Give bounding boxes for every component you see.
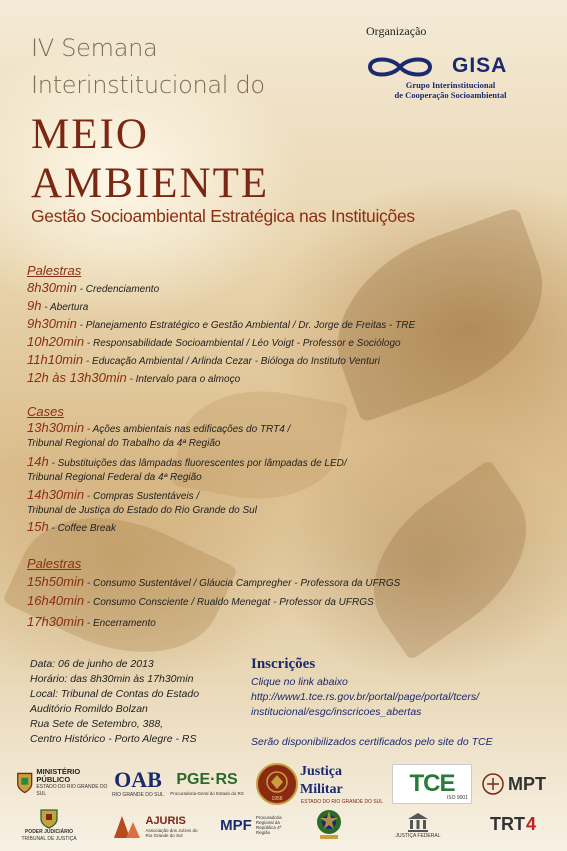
logo-mpf <box>212 810 304 840</box>
section-title-palestras: Palestras <box>27 263 82 278</box>
event-info <box>30 657 199 747</box>
schedule-time: 15h <box>27 519 49 534</box>
schedule-item <box>27 455 347 485</box>
registration-link-2[interactable]: institucional/esgc/inscricoes_abertas <box>251 706 422 718</box>
schedule-time: 17h30min <box>27 614 85 629</box>
republic-seal-icon <box>314 807 344 841</box>
spacer <box>251 720 493 735</box>
event-place: Local: Tribunal de Contas do Estado <box>30 688 200 700</box>
schedule-text: - Compras Sustentáveis / <box>84 491 200 502</box>
schedule-text-2: Tribunal de Justiça do Estado do Rio Grande do Sul <box>27 505 257 516</box>
event-date: Data: 06 de junho de 2013 <box>30 658 154 670</box>
schedule-time: 12h às 13h30min <box>27 370 127 385</box>
schedule-time: 10h20min <box>27 334 85 349</box>
logo-oab <box>110 764 166 802</box>
schedule-text-2: Tribunal Regional do Trabalho da 4ª Região <box>27 438 221 449</box>
coat-of-arms-icon <box>16 770 33 796</box>
title-line-1: IV Semana <box>31 34 158 62</box>
schedule-item <box>27 574 400 589</box>
tj-label: PODER JUDICIÁRIO <box>24 829 74 835</box>
registration-line: Clique no link abaixo <box>251 676 348 688</box>
trt-number: 4 <box>525 813 536 834</box>
mpf-sub: Procuradoria Regional da República 4ª Região <box>255 815 282 835</box>
title-line-2: Interinstitucional do <box>31 71 265 99</box>
mpf-label: MPF <box>220 816 252 834</box>
registration-title: Inscrições <box>251 656 316 672</box>
registration-link[interactable]: http://www1.tce.rs.gov.br/portal/page/portal/tcers/ <box>251 691 479 703</box>
schedule-item <box>27 614 156 629</box>
pge-sub: Procuradoria-Geral do Estado do RS <box>170 790 244 796</box>
logo-tj <box>14 806 84 846</box>
schedule-time: 14h <box>27 454 49 469</box>
title-ambiente: AMBIENTE <box>31 160 270 207</box>
logo-brasao <box>312 804 346 844</box>
schedule-text: - Planejamento Estratégico e Gestão Ambiental / Dr. Jorge de Freitas - TRE <box>76 320 416 331</box>
registration-note: Serão disponibilizados certificados pelo site do TCE <box>251 736 493 748</box>
schedule-time: 13h30min <box>27 420 85 435</box>
schedule-item <box>27 519 116 534</box>
schedule-text: - Intervalo para o almoço <box>126 374 241 385</box>
logo-tce <box>392 764 472 804</box>
leaf-decoration <box>311 207 567 423</box>
schedule-time: 16h40min <box>27 593 85 608</box>
infinity-icon <box>362 54 438 80</box>
scales-icon <box>482 773 504 795</box>
schedule-text: - Responsabilidade Socioambiental / Léo Voigt - Professor e Sociólogo <box>84 338 401 349</box>
organizer-label: Organização <box>366 24 427 38</box>
schedule-text: - Ações ambientais nas edificações do TRT4 / <box>84 424 291 435</box>
schedule-time: 15h50min <box>27 574 85 589</box>
apc-sub: 1958 <box>271 796 283 802</box>
oab-label: OAB <box>114 766 162 792</box>
schedule-text-2: Tribunal Regional Federal da 4ª Região <box>27 472 202 483</box>
event-time: Horário: das 8h30min às 17h30min <box>30 673 194 685</box>
ajuris-sub: Associação dos Juízes do Rio Grande do Sul <box>145 827 198 838</box>
schedule-time: 14h30min <box>27 487 85 502</box>
section-title-palestras-2: Palestras <box>27 556 82 571</box>
mp-label: MINISTÉRIO PÚBLICO <box>36 767 81 784</box>
trt-label: TRT <box>489 813 525 834</box>
event-district: Centro Histórico - Porto Alegre - RS <box>30 733 197 745</box>
logo-pge <box>170 764 244 802</box>
coat-of-arms-icon <box>38 809 60 829</box>
schedule-text: - Encerramento <box>84 618 156 629</box>
pge-label: PGE·RS <box>176 770 238 788</box>
leaf-decoration <box>342 459 558 661</box>
schedule-text: - Consumo Sustentável / Gláucia Campregher - Professora da UFRGS <box>84 578 401 589</box>
schedule-item <box>27 316 415 331</box>
registration-info <box>251 675 493 750</box>
logo-justica-militar <box>300 763 384 805</box>
schedule-time: 9h <box>27 298 42 313</box>
organizer-name: GISA <box>452 54 508 77</box>
logo-apc <box>254 760 300 808</box>
ajuris-label: AJURIS <box>145 814 186 827</box>
schedule-item <box>27 280 159 295</box>
schedule-text: - Educação Ambiental / Arlinda Cezar - Bióloga do Instituto Venturi <box>83 356 380 367</box>
schedule-time: 8h30min <box>27 280 77 295</box>
mp-sub: ESTADO DO RIO GRANDE DO SUL <box>36 784 108 797</box>
schedule-item <box>27 298 88 313</box>
logo-justica-federal <box>378 806 458 844</box>
jm-sub: ESTADO DO RIO GRANDE DO SUL <box>300 798 384 805</box>
organizer-sub-2: de Cooperação Socioambiental <box>394 90 507 100</box>
logo-ministerio-publico <box>16 766 108 800</box>
schedule-text: - Abertura <box>41 302 89 313</box>
tce-label: TCE <box>409 770 455 797</box>
jm-label: Justiça Militar <box>300 763 343 797</box>
logo-mpt <box>474 768 554 800</box>
event-room: Auditório Romildo Bolzan <box>30 703 148 715</box>
subtitle: Gestão Socioambiental Estratégica nas Instituições <box>31 206 415 226</box>
mpt-label: MPT <box>508 773 546 794</box>
schedule-text: - Consumo Consciente / Rualdo Menegat - Professor da UFRGS <box>84 597 374 608</box>
schedule-item <box>27 421 290 451</box>
schedule-item <box>27 370 240 385</box>
schedule-text: - Credenciamento <box>76 284 160 295</box>
organizer-sub <box>353 80 548 100</box>
logo-trt4 <box>470 808 556 840</box>
tj-sub: TRIBUNAL DE JUSTIÇA <box>21 836 77 842</box>
ajuris-icon <box>112 812 142 840</box>
event-street: Rua Sete de Setembro, 388, <box>30 718 164 730</box>
schedule-text: - Substituições das lâmpadas fluorescentes por lâmpadas de LED/ <box>48 458 347 469</box>
schedule-time: 9h30min <box>27 316 77 331</box>
iso-label: ISO 9001 <box>446 795 468 801</box>
building-icon <box>406 811 430 833</box>
schedule-item <box>27 352 380 367</box>
schedule-text: - Coffee Break <box>48 523 116 534</box>
schedule-item <box>27 488 257 518</box>
schedule-item <box>27 334 401 349</box>
section-title-cases: Cases <box>27 404 64 419</box>
schedule-time: 11h10min <box>27 352 84 367</box>
organizer-sub-1: Grupo Interinstitucional <box>405 80 496 90</box>
oab-sub: RIO GRANDE DO SUL <box>112 791 164 798</box>
logo-ajuris <box>106 808 206 844</box>
title-meio: MEIO <box>31 111 149 158</box>
jf-label: JUSTIÇA FEDERAL <box>395 832 441 839</box>
schedule-item <box>27 593 374 608</box>
